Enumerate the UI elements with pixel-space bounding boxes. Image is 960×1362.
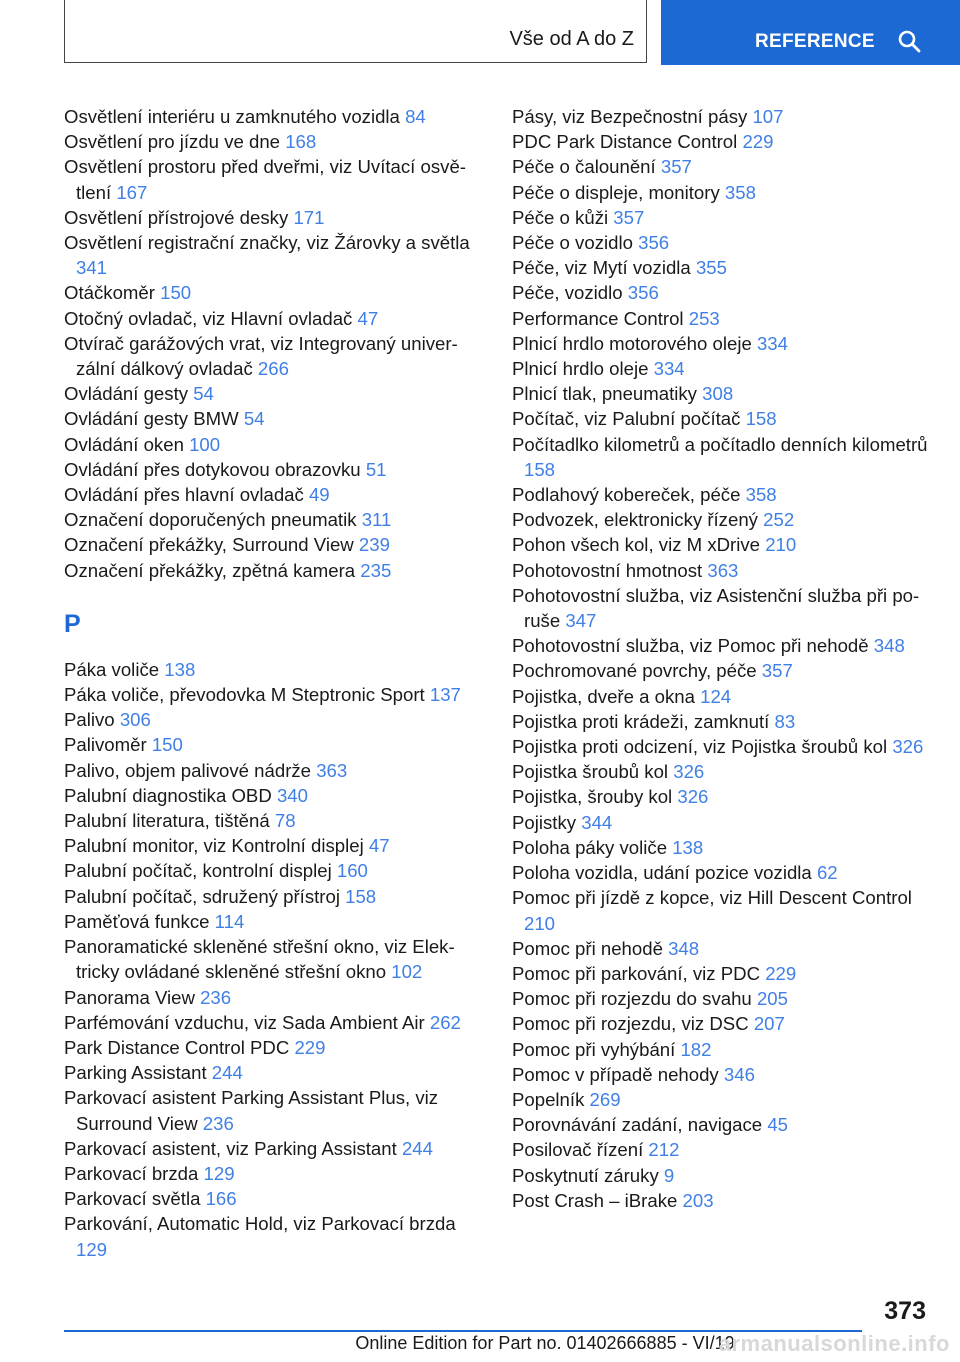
index-entry <box>512 129 932 154</box>
index-entry <box>64 833 484 858</box>
index-entry <box>512 205 932 230</box>
index-page-link[interactable]: 262 <box>429 1011 461 1033</box>
index-entry-text: Palivo, objem palivové nádrže <box>64 759 312 781</box>
index-entry-text: Plnicí hrdlo oleje <box>512 358 649 380</box>
page-header <box>0 0 960 66</box>
index-entry-text: Pochromované povrchy, péče <box>512 660 757 682</box>
index-page-link[interactable]: 229 <box>765 962 797 984</box>
index-page-link[interactable]: 326 <box>677 786 709 808</box>
index-entry-text: Panoramatické skleněné střešní okno, viz Elektricky ovládané skleněné střešní okno <box>64 936 455 983</box>
index-page-link[interactable]: 203 <box>682 1189 714 1211</box>
index-entry <box>64 306 484 331</box>
index-page-link[interactable]: 269 <box>589 1088 621 1110</box>
index-entry-text: Péče, viz Mytí vozidla <box>512 257 691 279</box>
index-entry-text: Označení překážky, zpětná kamera <box>64 559 356 581</box>
index-entry-text: Páka voliče, převodovka M Steptronic Sport <box>64 684 425 706</box>
index-entry-text: Popelník <box>512 1088 585 1110</box>
index-page-link[interactable]: 357 <box>761 660 793 682</box>
index-entry <box>64 909 484 934</box>
index-entry <box>64 280 484 305</box>
index-page-link[interactable]: 158 <box>524 458 556 480</box>
index-entry <box>512 709 932 734</box>
index-column-left <box>64 104 484 1262</box>
index-entry <box>512 1112 932 1137</box>
index-entry <box>512 255 932 280</box>
index-entry <box>64 934 484 984</box>
index-entry <box>512 734 932 759</box>
index-page-link[interactable]: 171 <box>293 206 325 228</box>
index-page-link[interactable]: 45 <box>767 1114 789 1136</box>
index-entry <box>64 457 484 482</box>
index-page-link[interactable]: 334 <box>756 332 788 354</box>
index-page-link[interactable]: 167 <box>116 181 148 203</box>
index-page-link[interactable]: 311 <box>361 509 392 531</box>
index-entry <box>64 558 484 583</box>
index-entry-text: Plnicí tlak, pneumatiky <box>512 383 697 405</box>
index-entry-text: Pomoc při jízdě z kopce, viz Hill Descent Control <box>512 887 912 909</box>
index-page-link[interactable]: 182 <box>680 1038 712 1060</box>
index-page-link[interactable]: 340 <box>276 784 308 806</box>
index-entry-text: Pomoc v případě nehody <box>512 1063 719 1085</box>
index-entry-text: Péče o displeje, monitory <box>512 181 720 203</box>
index-column-right <box>512 104 932 1213</box>
index-entry <box>512 1011 932 1036</box>
index-entry-text: Palivo <box>64 709 115 731</box>
index-page-link[interactable]: 83 <box>774 710 796 732</box>
index-page-link[interactable]: 138 <box>164 658 196 680</box>
index-entry <box>512 154 932 179</box>
index-page-link[interactable]: 84 <box>405 106 426 127</box>
index-entry-text: Označení doporučených pneumatik <box>64 509 357 531</box>
index-page-link[interactable]: 102 <box>391 961 423 983</box>
index-entry <box>64 682 484 707</box>
reference-tab-label: REFERENCE <box>755 31 875 52</box>
index-page-link[interactable]: 244 <box>401 1137 433 1159</box>
index-page-link[interactable]: 236 <box>202 1112 234 1134</box>
index-entry-text: Panorama View <box>64 986 195 1008</box>
index-page-link[interactable]: 205 <box>756 988 788 1010</box>
index-entry-text: Pojistky <box>512 811 577 833</box>
index-page-link[interactable]: 341 <box>76 257 108 279</box>
index-entry-text: Paměťová funkce <box>64 910 210 932</box>
index-entry <box>512 180 932 205</box>
page-number: 373 <box>884 1297 926 1325</box>
index-page-link[interactable]: 348 <box>668 937 700 959</box>
index-entry <box>64 406 484 431</box>
index-page-link[interactable]: 210 <box>765 534 797 556</box>
index-page-link[interactable]: 326 <box>673 761 705 783</box>
index-page-link[interactable]: 344 <box>581 811 613 833</box>
index-page-link[interactable]: 239 <box>358 534 390 556</box>
index-page-link[interactable]: 47 <box>368 835 390 857</box>
index-entry-text: Podlahový kobereček, péče <box>512 484 741 506</box>
index-entry-text: Podvozek, elektronicky řízený <box>512 509 758 531</box>
index-entry-text: Otočný ovladač, viz Hlavní ovladač <box>64 307 353 329</box>
index-page-link[interactable]: 308 <box>702 383 734 405</box>
index-entry <box>512 482 932 507</box>
index-entry-text: Péče o kůži <box>512 206 609 228</box>
index-entry-text: Parkování, Automatic Hold, viz Parkovací brzda <box>64 1213 456 1235</box>
reference-tab[interactable] <box>661 0 960 65</box>
index-entry-text: Pomoc při rozjezdu, viz DSC <box>512 1013 749 1035</box>
index-entry <box>512 306 932 331</box>
index-entry <box>512 860 932 885</box>
index-page-link[interactable]: 150 <box>151 734 183 756</box>
index-entry-text: Otvírač garážových vrat, viz Integrovaný univerzální dálkový ovladač <box>64 332 458 380</box>
index-entry <box>64 985 484 1010</box>
index-page-link[interactable]: 54 <box>193 383 214 405</box>
index-entry <box>64 507 484 532</box>
index-entry <box>64 532 484 557</box>
index-entry <box>64 707 484 732</box>
index-entry-text: Pojistka proti odcizení, viz Pojistka šroubů kol <box>512 736 888 758</box>
index-entry <box>512 961 932 986</box>
index-entry <box>512 104 932 129</box>
index-entry-text: Počítadlko kilometrů a počítadlo denních kilometrů <box>512 433 928 455</box>
index-entry-text: Palubní počítač, sdružený přístroj <box>64 885 340 907</box>
index-entry <box>64 129 484 154</box>
index-entry-text: Parkovací brzda <box>64 1162 199 1184</box>
index-page-link[interactable]: 356 <box>627 282 659 304</box>
index-page-link[interactable]: 158 <box>345 885 377 907</box>
index-entry <box>64 230 484 280</box>
index-entry <box>64 1186 484 1211</box>
index-page-link[interactable]: 347 <box>565 610 597 632</box>
index-entry-text: Parking Assistant <box>64 1062 207 1084</box>
index-entry-text: Péče o čalounění <box>512 156 656 178</box>
index-page-link[interactable]: 114 <box>214 910 245 932</box>
index-entry-text: Palivoměr <box>64 734 147 756</box>
index-entry-text: Osvětlení přístrojové desky <box>64 206 289 228</box>
index-page-link[interactable]: 47 <box>357 307 379 329</box>
index-entry <box>64 1161 484 1186</box>
section-title-box <box>64 0 647 63</box>
index-entry-text: Poloha vozidla, udání pozice vozidla <box>512 862 812 884</box>
index-page-link[interactable]: 334 <box>653 358 685 380</box>
index-page-link[interactable]: 212 <box>648 1139 680 1161</box>
index-entry-text: Pojistka šroubů kol <box>512 761 669 783</box>
index-entry-text: Ovládání přes dotykovou obrazovku <box>64 458 361 480</box>
index-page-link[interactable]: 150 <box>160 282 192 304</box>
index-entry-text: Pohotovostní služba, viz Asistenční služba při poruše <box>512 584 920 632</box>
index-page-link[interactable]: 363 <box>316 759 348 781</box>
index-entry-text: Park Distance Control PDC <box>64 1036 290 1058</box>
index-entry-text: Péče, vozidlo <box>512 282 623 304</box>
index-entry <box>512 583 932 633</box>
index-entry-text: Pohon všech kol, viz M xDrive <box>512 534 761 556</box>
index-entry-text: Pomoc při nehodě <box>512 937 663 959</box>
index-page-link[interactable]: 357 <box>613 206 645 228</box>
index-entry <box>512 885 932 935</box>
index-page-link[interactable]: 357 <box>660 156 692 178</box>
index-entry <box>64 1010 484 1035</box>
index-entry-text: Palubní počítač, kontrolní displej <box>64 860 332 882</box>
index-page-link[interactable]: 78 <box>274 810 296 832</box>
index-page-link[interactable]: 266 <box>257 358 289 380</box>
index-entry-text: Pojistka, dveře a okna <box>512 685 695 707</box>
index-entry <box>512 684 932 709</box>
index-entry <box>512 658 932 683</box>
index-page-link[interactable]: 229 <box>742 131 774 153</box>
index-entry <box>512 1163 932 1188</box>
index-entry-text: Pásy, viz Bezpečnostní pásy <box>512 106 748 127</box>
index-page-link[interactable]: 346 <box>723 1063 755 1085</box>
index-entry <box>512 230 932 255</box>
index-entry <box>64 331 484 381</box>
index-entry-text: Poskytnutí záruky <box>512 1164 659 1186</box>
index-entry-text: Pojistka, šrouby kol <box>512 786 673 808</box>
index-entry-text: Parkovací asistent Parking Assistant Plus, viz Surround View <box>64 1087 439 1134</box>
index-entry <box>64 1060 484 1085</box>
index-entry-text: Performance Control <box>512 307 684 329</box>
index-entry-text: Páka voliče <box>64 658 160 680</box>
index-entry <box>512 280 932 305</box>
index-entry-text: Porovnávání zadání, navigace <box>512 1114 763 1136</box>
index-entry-text: Počítač, viz Palubní počítač <box>512 408 741 430</box>
index-page-link[interactable]: 358 <box>724 181 756 203</box>
index-entry <box>512 633 932 658</box>
index-entry <box>512 1137 932 1162</box>
index-entry <box>64 783 484 808</box>
index-page-link[interactable]: 363 <box>707 559 739 581</box>
index-page-link[interactable]: 138 <box>672 836 704 858</box>
index-entry <box>512 1037 932 1062</box>
index-entry-text: Pojistka proti krádeži, zamknutí <box>512 710 770 732</box>
index-entry-text: Otáčkoměr <box>64 282 155 304</box>
index-page-link[interactable]: 107 <box>752 106 784 127</box>
index-page-link[interactable]: 54 <box>243 408 265 430</box>
index-page-link[interactable]: 129 <box>203 1162 235 1184</box>
index-page-link[interactable]: 124 <box>700 685 732 707</box>
index-entry-text: Pomoc při parkování, viz PDC <box>512 962 761 984</box>
index-entry <box>512 1188 932 1213</box>
index-page-link[interactable]: 9 <box>663 1164 675 1186</box>
index-page-link[interactable]: 355 <box>695 257 727 279</box>
index-page-link[interactable]: 356 <box>638 232 670 254</box>
index-page-link[interactable]: 129 <box>76 1238 108 1260</box>
index-entry-text: Ovládání gesty BMW <box>64 408 239 430</box>
index-entry <box>64 104 484 129</box>
index-entry <box>64 432 484 457</box>
index-page-link[interactable]: 158 <box>745 408 777 430</box>
index-entry-text: Osvětlení interiéru u zamknutého vozidla <box>64 106 400 127</box>
index-entry <box>64 1211 484 1261</box>
index-entry <box>64 808 484 833</box>
index-entry-text: Parfémování vzduchu, viz Sada Ambient Air <box>64 1011 425 1033</box>
index-page-link[interactable]: 207 <box>753 1013 785 1035</box>
index-page-link[interactable]: 160 <box>336 860 368 882</box>
index-page-link[interactable]: 306 <box>119 709 151 731</box>
index-entry <box>64 657 484 682</box>
index-page-link[interactable]: 100 <box>189 433 221 455</box>
index-page-link[interactable]: 244 <box>211 1062 243 1084</box>
index-entry-text: Pohotovostní hmotnost <box>512 559 703 581</box>
index-entry <box>64 1035 484 1060</box>
index-entry-text: Péče o vozidlo <box>512 232 633 254</box>
index-entry <box>512 558 932 583</box>
index-entry-text: Posilovač řízení <box>512 1139 644 1161</box>
index-entry <box>512 1062 932 1087</box>
index-entry <box>512 356 932 381</box>
index-entry <box>512 1087 932 1112</box>
index-page-link[interactable]: 62 <box>816 862 838 884</box>
index-entry-text: Osvětlení registrační značky, viz Žárovky a světla <box>64 232 470 254</box>
index-entry-text: Označení překážky, Surround View <box>64 534 354 556</box>
index-page-link[interactable]: 348 <box>873 635 905 657</box>
index-entry-text: Osvětlení prostoru před dveřmi, viz Uvítací osvětlení <box>64 156 466 203</box>
index-page-link[interactable]: 252 <box>763 509 795 531</box>
index-page-link[interactable]: 236 <box>200 986 232 1008</box>
index-entry-text: Palubní diagnostika OBD <box>64 784 272 806</box>
index-page-link[interactable]: 168 <box>285 131 317 153</box>
index-entry <box>512 432 932 482</box>
index-page-link[interactable]: 326 <box>892 736 924 758</box>
index-entry-text: Osvětlení pro jízdu ve dne <box>64 131 281 153</box>
index-entry <box>64 154 484 204</box>
search-icon[interactable] <box>897 29 921 53</box>
index-page-link[interactable]: 51 <box>365 458 387 480</box>
index-entry-text: Plnicí hrdlo motorového oleje <box>512 332 752 354</box>
index-entry <box>512 986 932 1011</box>
index-entry <box>512 810 932 835</box>
index-entry <box>64 732 484 757</box>
index-entry <box>64 758 484 783</box>
index-page-link[interactable]: 229 <box>294 1036 326 1058</box>
index-entry <box>512 507 932 532</box>
index-page-link[interactable]: 358 <box>745 484 777 506</box>
index-entry <box>64 482 484 507</box>
index-page-link[interactable]: 137 <box>429 684 461 706</box>
index-entry <box>64 858 484 883</box>
index-entry-text: Parkovací světla <box>64 1188 201 1210</box>
index-entry-text: Pomoc při rozjezdu do svahu <box>512 988 752 1010</box>
index-entry <box>512 406 932 431</box>
index-page-link[interactable]: 235 <box>360 559 392 581</box>
index-page-link[interactable]: 210 <box>524 912 556 934</box>
index-entry-text: Post Crash – iBrake <box>512 1189 678 1211</box>
index-entry <box>512 835 932 860</box>
index-entry <box>64 1136 484 1161</box>
index-entry-text: Ovládání přes hlavní ovladač <box>64 484 304 506</box>
index-entry-text: PDC Park Distance Control <box>512 131 738 153</box>
index-entry <box>64 1085 484 1135</box>
index-entry <box>512 331 932 356</box>
index-page-link[interactable]: 166 <box>205 1188 237 1210</box>
index-entry-text: Poloha páky voliče <box>512 836 668 858</box>
index-entry <box>512 936 932 961</box>
index-entry <box>512 759 932 784</box>
index-entry <box>512 381 932 406</box>
index-entry-text: Palubní monitor, viz Kontrolní displej <box>64 835 364 857</box>
section-title: Vše od A do Z <box>509 28 634 50</box>
index-page-link[interactable]: 253 <box>688 307 720 329</box>
index-entry-text: Parkovací asistent, viz Parking Assistant <box>64 1137 397 1159</box>
index-page-link[interactable]: 49 <box>308 484 330 506</box>
index-entry-text: Palubní literatura, tištěná <box>64 810 270 832</box>
index-entry <box>512 784 932 809</box>
section-letter: P <box>64 609 81 638</box>
edition-footer: Online Edition for Part no. 01402666885 - VI/19 <box>355 1333 735 1353</box>
index-entry <box>64 381 484 406</box>
index-entry-text: Pomoc při vyhýbání <box>512 1038 676 1060</box>
index-entry-text: Ovládání oken <box>64 433 184 455</box>
index-entry <box>64 205 484 230</box>
index-entry-text: Ovládání gesty <box>64 383 189 405</box>
index-entry <box>64 884 484 909</box>
index-entry <box>512 532 932 557</box>
watermark: armanualsonline.info <box>718 1331 950 1356</box>
index-entry-text: Pohotovostní služba, viz Pomoc při nehodě <box>512 635 869 657</box>
